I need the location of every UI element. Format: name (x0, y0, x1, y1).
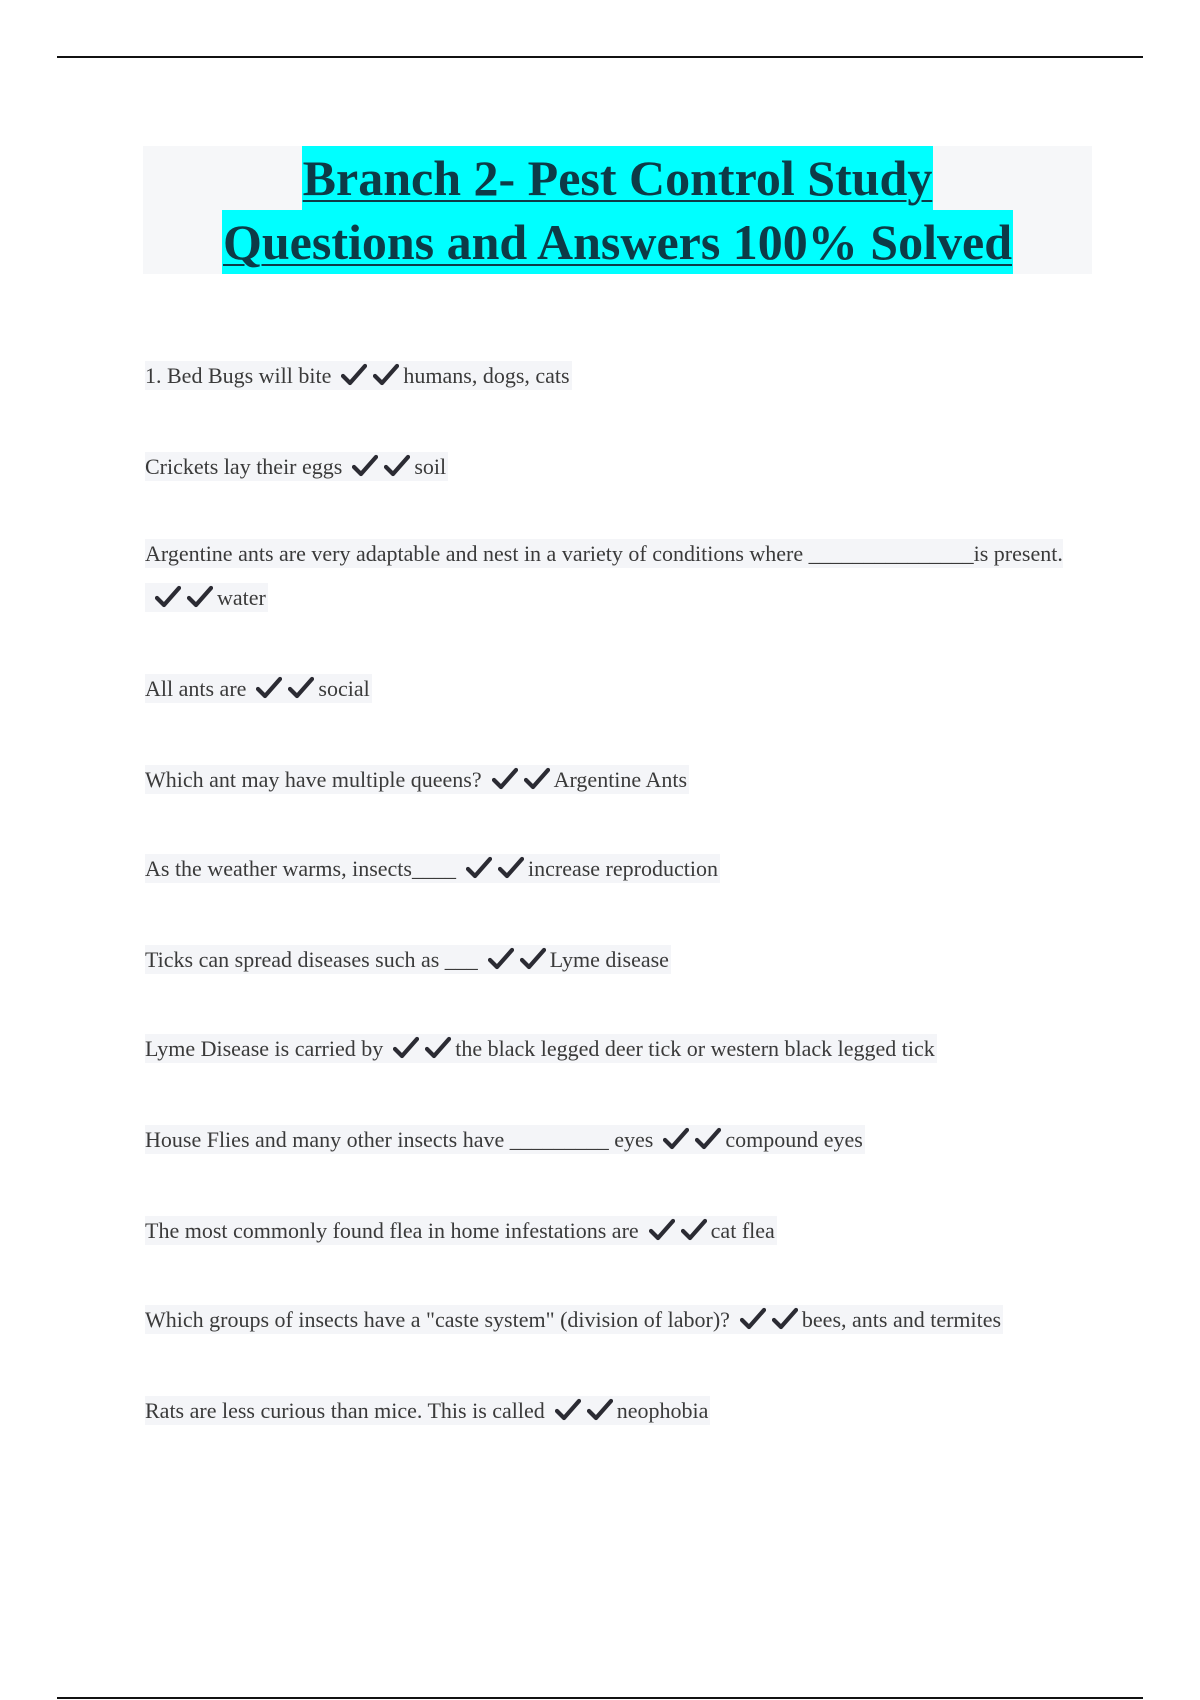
question-text: Argentine ants are very adaptable and nest in a variety of conditions where _______________is present. (145, 541, 1063, 566)
check-icon (466, 856, 492, 880)
check-icon (256, 676, 282, 700)
check-icons (393, 1035, 451, 1071)
question-text: Rats are less curious than mice. This is called (145, 1398, 545, 1423)
answer-text: the black legged deer tick or western black legged tick (455, 1036, 935, 1061)
check-icon (341, 363, 367, 387)
answer-text: increase reproduction (527, 856, 718, 881)
check-icon (393, 1036, 419, 1060)
question-text: As the weather warms, insects____ (145, 856, 456, 881)
answer-text: cat flea (710, 1218, 775, 1243)
check-icons (466, 855, 524, 891)
check-icons (352, 453, 410, 489)
document-title (143, 146, 1092, 274)
question-text: All ants are (145, 676, 247, 701)
question-text: Crickets lay their eggs (145, 454, 343, 479)
check-icon (373, 363, 399, 387)
answer-text: bees, ants and termites (801, 1307, 1002, 1332)
check-icons (256, 675, 314, 711)
check-icon (740, 1307, 766, 1331)
check-icons (341, 362, 399, 398)
check-icon (155, 585, 181, 609)
check-icon (695, 1127, 721, 1151)
question-text: House Flies and many other insects have _________ eyes (145, 1127, 654, 1152)
check-icon (288, 676, 314, 700)
answer-text: compound eyes (725, 1127, 863, 1152)
title-line-1: Branch 2- Pest Control Study (302, 146, 934, 210)
question-text: The most commonly found flea in home infestations are (145, 1218, 639, 1243)
question-text: Ticks can spread diseases such as ___ (145, 947, 478, 972)
check-icon (352, 454, 378, 478)
answer-text: Argentine Ants (553, 767, 688, 792)
check-icon (555, 1398, 581, 1422)
qa-item (145, 449, 448, 489)
answer-text: neophobia (616, 1398, 709, 1423)
qa-item (145, 358, 572, 398)
check-icon (772, 1307, 798, 1331)
qa-item (145, 1122, 865, 1162)
qa-item (145, 671, 372, 711)
question-text: Lyme Disease is carried by (145, 1036, 384, 1061)
answer-text: humans, dogs, cats (403, 363, 570, 388)
check-icon (649, 1218, 675, 1242)
qa-item (145, 1031, 937, 1071)
question-text: Which ant may have multiple queens? (145, 767, 482, 792)
title-line-2: Questions and Answers 100% Solved (222, 210, 1013, 274)
qa-item (145, 1393, 710, 1433)
answer-text: soil (414, 454, 447, 479)
check-icons (649, 1217, 707, 1253)
qa-item (145, 532, 1075, 624)
qa-item (145, 942, 671, 982)
check-icons (488, 946, 546, 982)
check-icon (520, 947, 546, 971)
answer-text: Lyme disease (549, 947, 669, 972)
check-icons (740, 1306, 798, 1342)
check-icon (492, 767, 518, 791)
qa-item (145, 851, 720, 891)
check-icon (681, 1218, 707, 1242)
qa-item (145, 1213, 777, 1253)
qa-item (145, 1302, 1003, 1342)
check-icons (663, 1126, 721, 1162)
bottom-rule (57, 1697, 1143, 1699)
check-icon (498, 856, 524, 880)
check-icon (384, 454, 410, 478)
answer-text: social (318, 676, 370, 701)
check-icons (155, 580, 213, 624)
check-icons (555, 1397, 613, 1433)
check-icon (187, 585, 213, 609)
question-text: Which groups of insects have a "caste system" (division of labor)? (145, 1307, 730, 1332)
answer-text: water (217, 585, 266, 610)
check-icon (425, 1036, 451, 1060)
check-icon (488, 947, 514, 971)
check-icons (492, 766, 550, 802)
qa-item (145, 762, 689, 802)
check-icon (524, 767, 550, 791)
question-text: 1. Bed Bugs will bite (145, 363, 332, 388)
check-icon (663, 1127, 689, 1151)
top-rule (57, 56, 1143, 58)
check-icon (587, 1398, 613, 1422)
